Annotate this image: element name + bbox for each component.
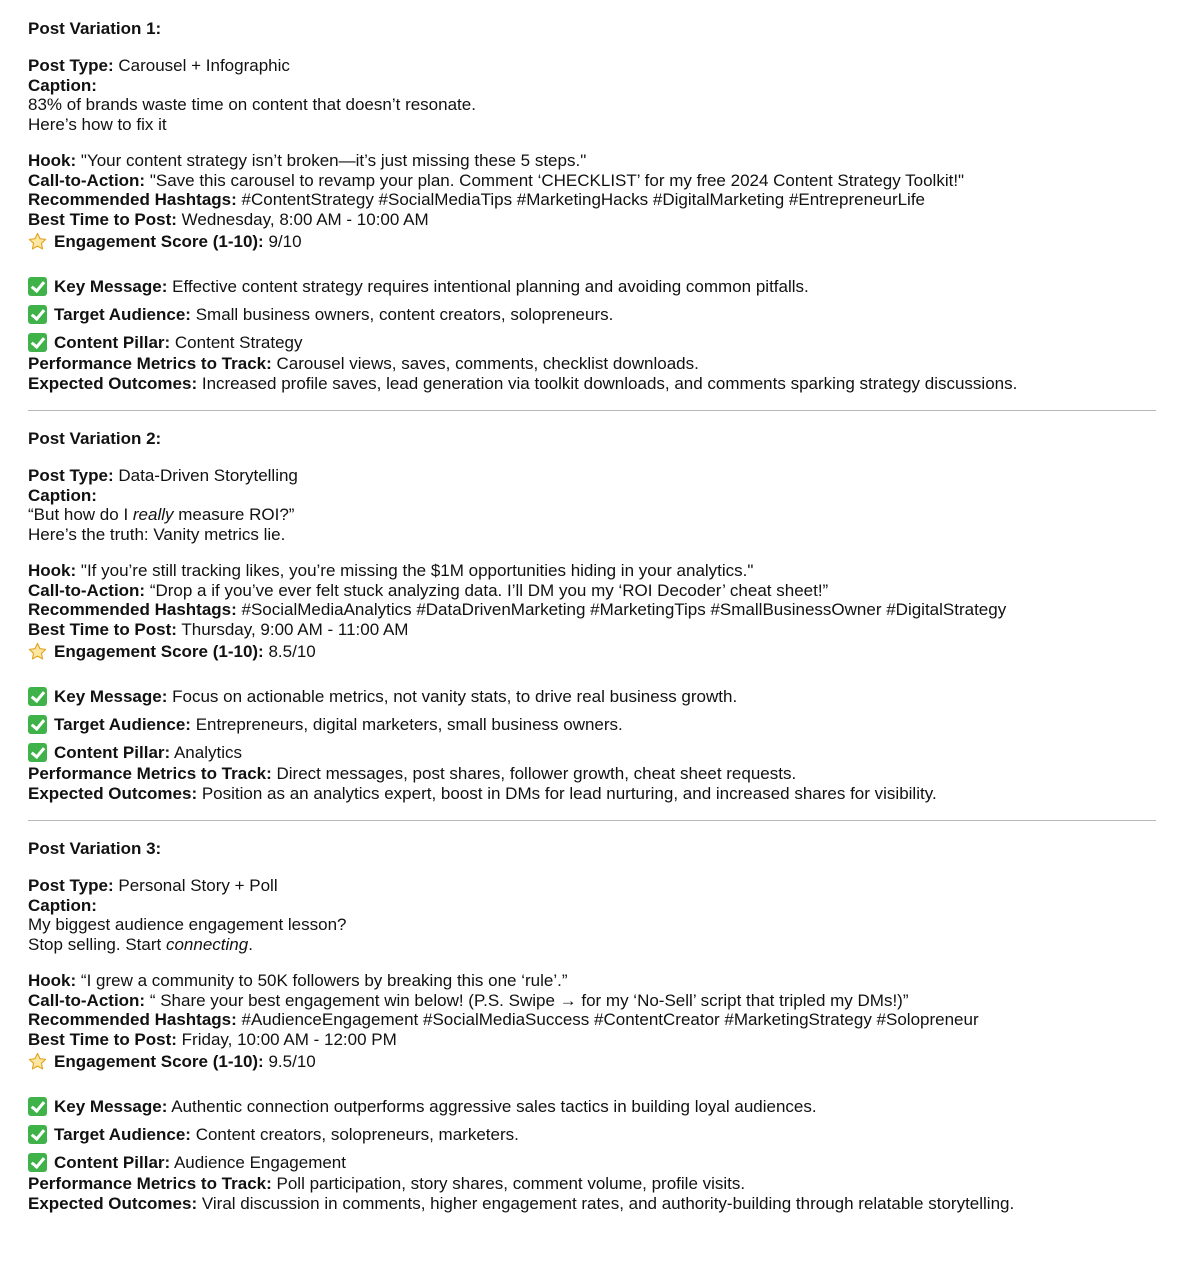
best-time-value: Thursday, 9:00 AM - 11:00 AM bbox=[181, 619, 409, 639]
caption-text: measure ROI?” bbox=[173, 505, 295, 524]
check-mark-icon bbox=[28, 715, 47, 734]
cta-label: Call-to-Action: bbox=[28, 990, 146, 1010]
key-message-value: Authentic connection outperforms aggressive sales tactics in building loyal audiences. bbox=[171, 1096, 817, 1116]
caption-emphasis: really bbox=[132, 505, 174, 524]
key-message-label: Key Message: bbox=[54, 276, 168, 296]
metrics-label: Performance Metrics to Track: bbox=[28, 354, 272, 373]
best-time-label: Best Time to Post: bbox=[28, 619, 177, 639]
hook-row bbox=[28, 561, 1156, 581]
target-audience-row bbox=[28, 1125, 1156, 1145]
hook-row bbox=[28, 971, 1156, 991]
hashtags-label: Recommended Hashtags: bbox=[28, 190, 237, 209]
best-time-row bbox=[28, 620, 1156, 640]
section-divider bbox=[28, 410, 1156, 411]
caption-line-1 bbox=[28, 505, 1156, 525]
outcomes-value: Position as an analytics expert, boost in DMs for lead nurturing, and increased shares for visibility. bbox=[201, 783, 937, 803]
outcomes-label: Expected Outcomes: bbox=[28, 783, 198, 803]
metrics-row bbox=[28, 354, 1156, 374]
star-icon bbox=[28, 232, 47, 251]
cta-value: "Save this carousel to revamp your plan. Comment ‘CHECKLIST’ for my free 2024 Content Strategy Toolkit!" bbox=[149, 170, 965, 190]
check-mark-icon bbox=[28, 277, 47, 296]
metrics-value: Poll participation, story shares, comment volume, profile visits. bbox=[276, 1174, 746, 1193]
hashtags-value: #ContentStrategy #SocialMediaTips #MarketingHacks #DigitalMarketing #EntrepreneurLife bbox=[241, 190, 926, 209]
hashtags-row bbox=[28, 190, 1156, 210]
best-time-row bbox=[28, 1030, 1156, 1050]
best-time-value: Friday, 10:00 AM - 12:00 PM bbox=[181, 1029, 397, 1049]
engagement-row bbox=[28, 642, 1156, 662]
engagement-row bbox=[28, 1052, 1156, 1072]
content-pillar-label: Content Pillar: bbox=[54, 742, 171, 762]
engagement-value: 9/10 bbox=[268, 232, 302, 251]
hashtags-row bbox=[28, 600, 1156, 620]
metrics-row bbox=[28, 1174, 1156, 1194]
caption-line-1: 83% of brands waste time on content that doesn’t resonate. bbox=[28, 95, 476, 114]
hashtags-value: #AudienceEngagement #SocialMediaSuccess #ContentCreator #MarketingStrategy #Solopreneur bbox=[241, 1010, 979, 1029]
best-time-row bbox=[28, 210, 1156, 230]
check-mark-icon bbox=[28, 305, 47, 324]
cta-value: “Drop a if you’ve ever felt stuck analyzing data. I’ll DM you my ‘ROI Decoder’ cheat sheet!” bbox=[149, 580, 829, 600]
check-mark-icon bbox=[28, 1153, 47, 1172]
caption-line-2: Here’s the truth: Vanity metrics lie. bbox=[28, 524, 286, 544]
post-variation-2 bbox=[28, 429, 1156, 803]
metrics-value: Direct messages, post shares, follower growth, cheat sheet requests. bbox=[276, 764, 797, 783]
caption-label: Caption: bbox=[28, 895, 97, 915]
hook-label: Hook: bbox=[28, 151, 77, 170]
hashtags-value: #SocialMediaAnalytics #DataDrivenMarketing #MarketingTips #SmallBusinessOwner #DigitalStrategy bbox=[241, 600, 1007, 619]
hook-row bbox=[28, 151, 1156, 171]
cta-label: Call-to-Action: bbox=[28, 580, 146, 600]
target-audience-value: Content creators, solopreneurs, marketers. bbox=[195, 1124, 519, 1144]
hashtags-label: Recommended Hashtags: bbox=[28, 600, 237, 619]
best-time-value: Wednesday, 8:00 AM - 10:00 AM bbox=[181, 209, 429, 229]
hashtags-row bbox=[28, 1010, 1156, 1030]
caption-label: Caption: bbox=[28, 485, 97, 505]
hook-value: “I grew a community to 50K followers by breaking this one ‘rule’.” bbox=[80, 971, 568, 990]
outcomes-row bbox=[28, 784, 1156, 804]
star-icon bbox=[28, 1052, 47, 1071]
content-pillar-row bbox=[28, 333, 1156, 353]
cta-row bbox=[28, 991, 1156, 1011]
outcomes-label: Expected Outcomes: bbox=[28, 1193, 198, 1213]
post-type-value: Data-Driven Storytelling bbox=[118, 466, 298, 485]
content-pillar-value: Content Strategy bbox=[174, 332, 303, 352]
metrics-row bbox=[28, 764, 1156, 784]
cta-row bbox=[28, 171, 1156, 191]
caption-line-2 bbox=[28, 935, 1156, 955]
metrics-value: Carousel views, saves, comments, checklist downloads. bbox=[276, 354, 699, 373]
section-divider bbox=[28, 820, 1156, 821]
post-variation-3 bbox=[28, 839, 1156, 1213]
hook-label: Hook: bbox=[28, 971, 77, 990]
engagement-label: Engagement Score (1-10): bbox=[54, 642, 264, 661]
target-audience-value: Entrepreneurs, digital marketers, small business owners. bbox=[195, 714, 623, 734]
content-pillar-value: Analytics bbox=[173, 742, 242, 762]
cta-value: “ Share your best engagement win below! (P.S. Swipe → for my ‘No-Sell’ script that tripled my DMs!)” bbox=[149, 990, 909, 1010]
engagement-value: 8.5/10 bbox=[268, 642, 316, 661]
outcomes-row bbox=[28, 374, 1156, 394]
hashtags-label: Recommended Hashtags: bbox=[28, 1010, 237, 1029]
post-variation-1 bbox=[28, 19, 1156, 393]
content-pillar-value: Audience Engagement bbox=[173, 1152, 346, 1172]
target-audience-value: Small business owners, content creators, solopreneurs. bbox=[195, 304, 614, 324]
metrics-label: Performance Metrics to Track: bbox=[28, 1174, 272, 1193]
target-audience-label: Target Audience: bbox=[54, 714, 191, 734]
post-type-label: Post Type: bbox=[28, 56, 114, 75]
caption-text: . bbox=[248, 934, 253, 954]
check-mark-icon bbox=[28, 743, 47, 762]
key-message-row bbox=[28, 687, 1156, 707]
post-type-value: Personal Story + Poll bbox=[118, 876, 278, 895]
hook-value: "If you’re still tracking likes, you’re missing the $1M opportunities hiding in your analytics." bbox=[80, 561, 754, 580]
post-type-row bbox=[28, 56, 1156, 76]
check-mark-icon bbox=[28, 1125, 47, 1144]
caption-line-1: My biggest audience engagement lesson? bbox=[28, 915, 347, 934]
cta-label: Call-to-Action: bbox=[28, 170, 146, 190]
variation-title: Post Variation 3: bbox=[28, 839, 162, 858]
key-message-label: Key Message: bbox=[54, 1096, 168, 1116]
best-time-label: Best Time to Post: bbox=[28, 209, 177, 229]
content-pillar-label: Content Pillar: bbox=[54, 1152, 171, 1172]
star-icon bbox=[28, 642, 47, 661]
outcomes-row bbox=[28, 1194, 1156, 1214]
target-audience-label: Target Audience: bbox=[54, 1124, 191, 1144]
key-message-value: Focus on actionable metrics, not vanity stats, to drive real business growth. bbox=[172, 686, 738, 706]
post-type-label: Post Type: bbox=[28, 466, 114, 485]
engagement-label: Engagement Score (1-10): bbox=[54, 1052, 264, 1071]
check-mark-icon bbox=[28, 1097, 47, 1116]
post-type-row bbox=[28, 466, 1156, 486]
outcomes-value: Viral discussion in comments, higher engagement rates, and authority-building through relatable storytelling. bbox=[201, 1193, 1015, 1213]
outcomes-label: Expected Outcomes: bbox=[28, 373, 198, 393]
check-mark-icon bbox=[28, 687, 47, 706]
caption-label: Caption: bbox=[28, 75, 97, 95]
metrics-label: Performance Metrics to Track: bbox=[28, 764, 272, 783]
caption-text: “But how do I bbox=[28, 505, 133, 524]
content-pillar-label: Content Pillar: bbox=[54, 332, 171, 352]
cta-row bbox=[28, 581, 1156, 601]
key-message-row bbox=[28, 277, 1156, 297]
target-audience-row bbox=[28, 305, 1156, 325]
caption-text: Stop selling. Start bbox=[28, 934, 166, 954]
document-page bbox=[28, 19, 1156, 1213]
check-mark-icon bbox=[28, 333, 47, 352]
target-audience-label: Target Audience: bbox=[54, 304, 191, 324]
caption-emphasis: connecting bbox=[165, 934, 249, 954]
content-pillar-row bbox=[28, 1153, 1156, 1173]
caption-line-2: Here’s how to fix it bbox=[28, 114, 167, 134]
engagement-label: Engagement Score (1-10): bbox=[54, 232, 264, 251]
key-message-label: Key Message: bbox=[54, 686, 168, 706]
variation-title: Post Variation 2: bbox=[28, 429, 162, 448]
post-type-label: Post Type: bbox=[28, 876, 114, 895]
engagement-row bbox=[28, 232, 1156, 252]
post-type-value: Carousel + Infographic bbox=[118, 56, 290, 75]
hook-label: Hook: bbox=[28, 561, 77, 580]
outcomes-value: Increased profile saves, lead generation via toolkit downloads, and comments sparking strategy discussions. bbox=[201, 373, 1018, 393]
key-message-value: Effective content strategy requires intentional planning and avoiding common pitfalls. bbox=[172, 276, 809, 296]
engagement-value: 9.5/10 bbox=[268, 1052, 316, 1071]
variation-title: Post Variation 1: bbox=[28, 19, 162, 38]
content-pillar-row bbox=[28, 743, 1156, 763]
hook-value: "Your content strategy isn’t broken—it’s just missing these 5 steps." bbox=[80, 151, 587, 170]
key-message-row bbox=[28, 1097, 1156, 1117]
target-audience-row bbox=[28, 715, 1156, 735]
best-time-label: Best Time to Post: bbox=[28, 1029, 177, 1049]
post-type-row bbox=[28, 876, 1156, 896]
